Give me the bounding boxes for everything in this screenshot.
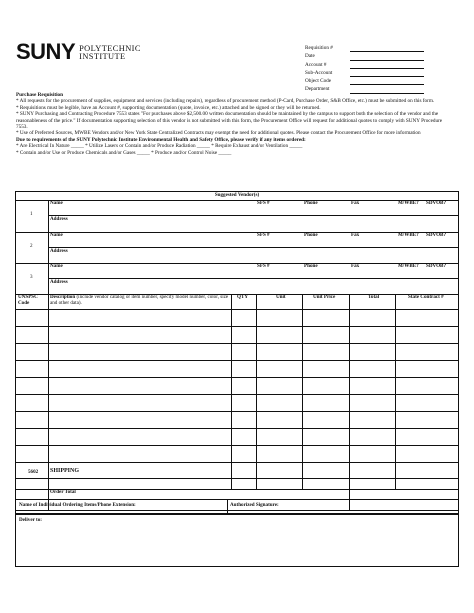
instruction-2: * Requisitions must be legible, have an Account #, supporting documentation (quote, invoice, etc.) attached and be signed or they will be returned. bbox=[16, 104, 321, 111]
divider bbox=[16, 394, 458, 395]
vendor-3-name-label: Name bbox=[50, 263, 63, 269]
divider bbox=[16, 232, 458, 233]
shipping-label: SHIPPING bbox=[50, 468, 80, 474]
logo-line-1: POLYTECHNIC bbox=[79, 43, 141, 53]
divider bbox=[16, 200, 458, 201]
ehs-notice: Due to requirements of the SUNY Polytechnic Institute Environmental Health and Safety Office, please verify if any items ordered: bbox=[16, 136, 306, 143]
vendor-1-address-label: Address bbox=[50, 216, 68, 222]
authorized-signature-label: Authorized Signature: bbox=[230, 502, 279, 508]
instructions bbox=[16, 92, 448, 156]
sub-account-line[interactable] bbox=[350, 69, 424, 77]
divider bbox=[256, 294, 257, 489]
ordering-name-label: Name of Individual Ordering Items/Phone Extension: bbox=[19, 502, 136, 508]
vendor-2-sfs-label: SFS # bbox=[257, 232, 270, 238]
deliver-to-label: Deliver to: bbox=[19, 517, 42, 523]
divider bbox=[302, 294, 303, 489]
vendor-3-address-label: Address bbox=[50, 279, 68, 285]
date-field[interactable] bbox=[305, 52, 424, 60]
unit-price-header: Unit Price bbox=[313, 294, 336, 300]
unspsc-header: UNSPSC Code bbox=[18, 294, 38, 306]
object-code-field[interactable] bbox=[305, 77, 424, 85]
vendor-3-sfs-label: SFS # bbox=[257, 263, 270, 269]
vendor-2-address-label: Address bbox=[50, 248, 68, 254]
order-total-label: Order Total bbox=[50, 489, 76, 495]
vendor-1-mwbe-label: M/WBE? bbox=[398, 200, 419, 206]
object-code-label: Object Code bbox=[305, 78, 332, 85]
account-number-field[interactable] bbox=[305, 61, 424, 69]
divider bbox=[16, 411, 458, 412]
suny-poly-logo bbox=[16, 39, 141, 64]
divider bbox=[16, 309, 458, 310]
ehs-items-1: * Are Electrical In Nature _____ * Utilize Lasers or Contain and/or Produce Radiation _____ * Require Exhaust and/or Ventilation _____ bbox=[16, 143, 303, 150]
divider bbox=[48, 247, 458, 248]
instructions-title: Purchase Requisition bbox=[16, 92, 64, 98]
object-code-line[interactable] bbox=[350, 77, 424, 85]
vendor-number-1: 1 bbox=[30, 211, 33, 217]
vendors-title: Suggested Vendor(s) bbox=[214, 192, 260, 198]
total-header: Total bbox=[368, 294, 380, 300]
instruction-1: * All requests for the procurement of supplies, equipment and services (including repairs), regardless of procurement method (P-Card, Purchase Order, S&B Office, etc.) must be submitted on this form. bbox=[16, 98, 435, 105]
divider bbox=[16, 428, 458, 429]
date-label: Date bbox=[305, 53, 315, 60]
logo-institute-text bbox=[79, 45, 141, 62]
vendor-1-fax-label: Fax bbox=[351, 200, 360, 206]
divider bbox=[16, 377, 458, 378]
divider bbox=[227, 500, 228, 513]
vendor-1-phone-label: Phone bbox=[304, 200, 318, 206]
requisition-number-field[interactable] bbox=[305, 44, 424, 52]
shipping-code: 5602 bbox=[28, 469, 39, 475]
vendor-2-fax-label: Fax bbox=[351, 232, 360, 238]
vendor-number-3: 3 bbox=[30, 274, 33, 280]
qty-header: QTY bbox=[237, 294, 249, 300]
vendor-1-sdvob-label: SDVOB? bbox=[426, 200, 446, 206]
vendor-3-fax-label: Fax bbox=[351, 263, 360, 269]
account-number-line[interactable] bbox=[350, 61, 424, 69]
vendor-1-sfs-label: SFS # bbox=[257, 200, 270, 206]
state-contract-header: State Contract # bbox=[408, 294, 444, 300]
divider bbox=[16, 326, 458, 327]
requisition-number-label: Requisition # bbox=[305, 45, 333, 51]
vendor-1-name-label: Name bbox=[50, 200, 63, 206]
divider bbox=[16, 263, 458, 264]
deliver-to-box bbox=[15, 514, 459, 567]
logo-line-2: INSTITUTE bbox=[79, 52, 126, 62]
divider bbox=[16, 489, 458, 490]
requisition-table bbox=[15, 191, 459, 511]
divider bbox=[16, 478, 458, 479]
unit-header: Unit bbox=[276, 294, 286, 300]
description-header-note: (include vendor catalog or item number, specify model number, color, size and other data). bbox=[50, 294, 229, 306]
description-header bbox=[50, 295, 230, 307]
department-label: Department bbox=[305, 86, 330, 93]
sub-account-label: Sub-Account bbox=[305, 69, 333, 76]
ehs-items-2: * Contain and/or Use or Produce Chemicals and/or Gases _____ * Produce and/or Control Noise _____ bbox=[16, 149, 232, 156]
sub-account-field[interactable] bbox=[305, 69, 424, 77]
requisition-number-line[interactable] bbox=[350, 44, 424, 52]
vendor-number-2: 2 bbox=[30, 243, 33, 249]
divider bbox=[48, 278, 458, 279]
divider bbox=[16, 445, 458, 446]
date-line[interactable] bbox=[350, 53, 424, 61]
vendor-3-sdvob-label: SDVOB? bbox=[426, 263, 446, 269]
vendor-3-phone-label: Phone bbox=[304, 263, 318, 269]
divider bbox=[231, 294, 232, 489]
divider bbox=[16, 360, 458, 361]
divider bbox=[48, 215, 458, 216]
header-fields bbox=[305, 44, 424, 94]
vendor-2-mwbe-label: M/WBE? bbox=[398, 232, 419, 238]
ordering-signature-row bbox=[15, 499, 459, 514]
instruction-4: * Use of Preferred Sources, MWBE Vendors and/or New York State Centralized Contracts may exempt the need for additional quotes. Please contact the Procurement Office for more information bbox=[16, 130, 421, 137]
account-number-label: Account # bbox=[305, 61, 327, 68]
divider bbox=[16, 462, 458, 463]
description-header-bold: Description bbox=[50, 294, 76, 300]
vendor-2-name-label: Name bbox=[50, 232, 63, 238]
divider bbox=[16, 343, 458, 344]
divider bbox=[395, 294, 396, 489]
vendor-2-phone-label: Phone bbox=[304, 232, 318, 238]
vendor-3-mwbe-label: M/WBE? bbox=[398, 263, 419, 269]
logo-suny-text: SUNY bbox=[16, 39, 76, 64]
instruction-3: * SUNY Purchasing and Contracting Procedure 7553 states "For purchases above $2,500.00 written documentation should be maintained by the campus to support both the selection of the vendor and the reasonableness of the price." If documentation supporting selection of this vendor is not submitted with this form, the Procurement Office will request for additional quotes to comply with SUNY Procedure 7553. bbox=[16, 111, 443, 131]
vendor-2-sdvob-label: SDVOB? bbox=[426, 232, 446, 238]
